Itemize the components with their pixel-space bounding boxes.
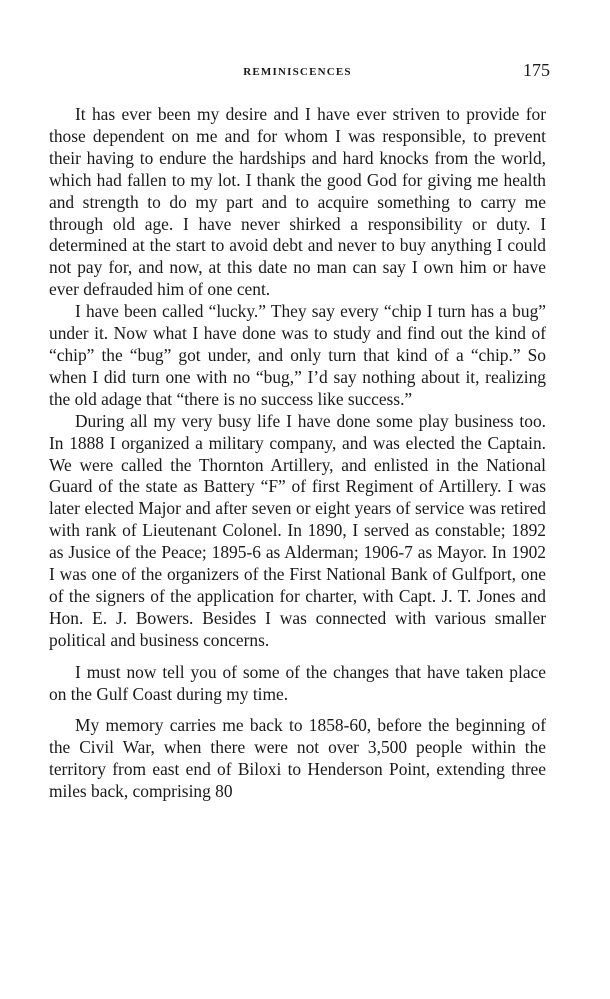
- paragraph: I have been called “lucky.” They say every “chip I turn has a bug” under it. Now what I have done was to study and find out the kind of “chip” the “bug” got under, and only turn that kind of a “chip.” So when I did turn one with no “bug,” I’d say nothing about it, realizing the old adage that “there is no success like success.”: [49, 301, 546, 409]
- paragraph: I must now tell you of some of the changes that have taken place on the Gulf Coast during my time.: [49, 661, 546, 704]
- body-text: [49, 104, 546, 803]
- paragraph: During all my very busy life I have done some play business too. In 1888 I organized a military company, and was elected the Captain. We were called the Thornton Artillery, and enlisted in the National Guard of the state as Battery “F” of first Regiment of Artillery. I was later elected Major and after seven or eight years of service was retired with rank of Lieutenant Colonel. In 1890, I served as constable; 1892 as Jusice of the Peace; 1895-6 as Alderman; 1906-7 as Mayor. In 1902 I was one of the organizers of the First National Bank of Gulfport, one of the signers of the application for charter, with Capt. J. T. Jones and Hon. E. J. Bowers. Besides I was connected with various smaller political and business concerns.: [49, 410, 546, 650]
- paragraph: It has ever been my desire and I have ever striven to provide for those dependent on me and for whom I was responsible, to prevent their having to endure the hardships and hard knocks from the world, which had fallen to my lot. I thank the good God for giving me health and strength to do my part and to acquire something to carry me through old age. I have never shirked a responsibility or duty. I determined at the start to avoid debt and never to buy anything I could not pay for, and now, at this date no man can say I own him or have ever defrauded him of one cent.: [49, 104, 546, 300]
- page-header: [45, 60, 550, 86]
- paragraph: My memory carries me back to 1858-60, before the beginning of the Civil War, when there were not over 3,500 people within the territory from east end of Biloxi to Henderson Point, extending three miles back, comprising 80: [49, 715, 546, 802]
- page-number: 175: [523, 60, 550, 80]
- running-head: REMINISCENCES: [243, 66, 352, 78]
